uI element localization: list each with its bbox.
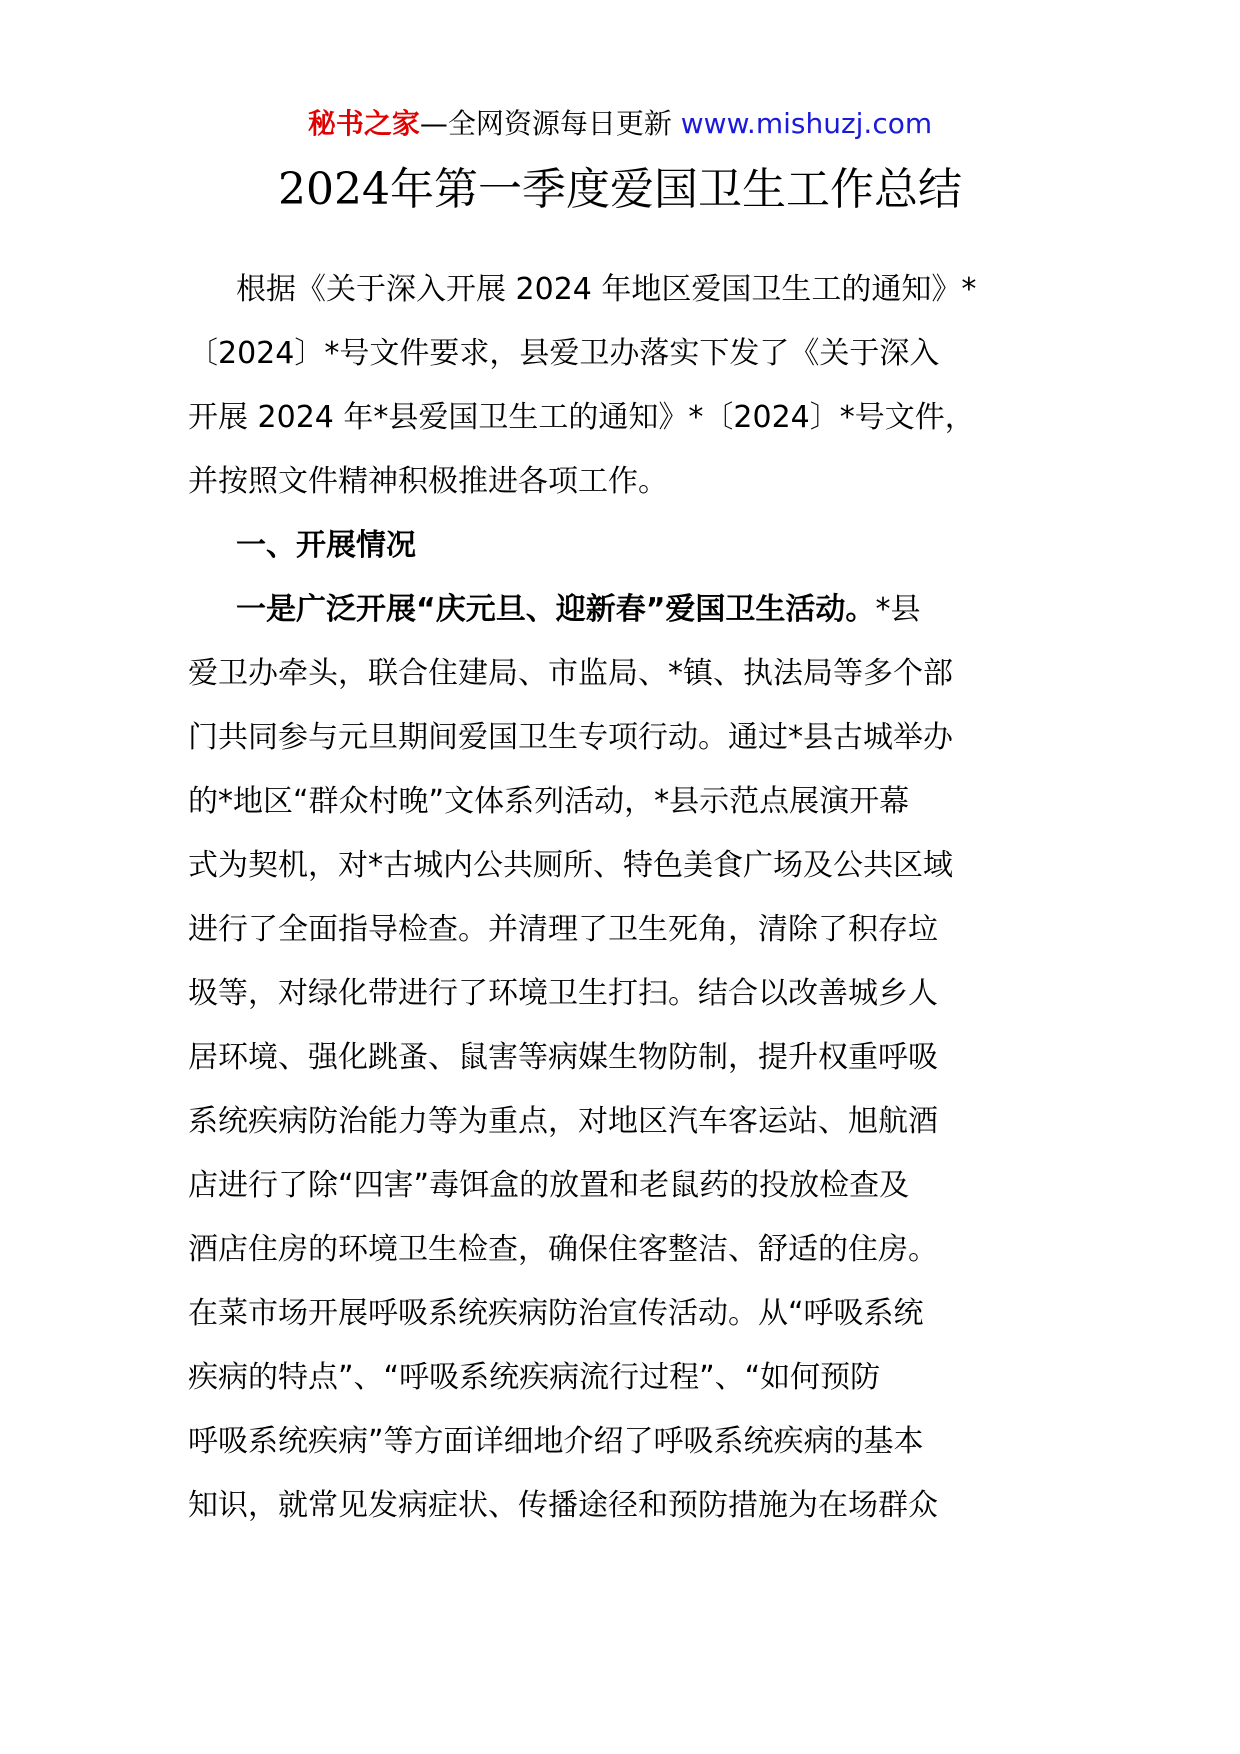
paragraph-line: 居环境、强化跳蚤、鼠害等病媒生物防制，提升权重呼吸: [188, 1040, 938, 1075]
title-year: 2024: [278, 164, 390, 215]
paragraph-line: 店进行了除“四害”毒饵盒的放置和老鼠药的投放检查及: [188, 1168, 910, 1203]
paragraph-line: 爱卫办牵头，联合住建局、市监局、*镇、执法局等多个部: [188, 656, 953, 691]
intro-line: 〔2024〕*号文件要求，县爱卫办落实下发了《关于深入: [188, 336, 940, 371]
document-body: [188, 258, 1088, 1538]
brand-tagline: —全网资源每日更新: [419, 107, 681, 140]
paragraph-line: 圾等，对绿化带进行了环境卫生打扫。结合以改善城乡人: [188, 976, 938, 1011]
point1-first-line: [188, 578, 1088, 642]
paragraph-line: 系统疾病防治能力等为重点，对地区汽车客运站、旭航酒: [188, 1104, 938, 1139]
paragraph-line: 知识，就常见发病症状、传播途径和预防措施为在场群众: [188, 1488, 938, 1523]
document-title: [0, 160, 1240, 220]
paragraph-line: 酒店住房的环境卫生检查，确保住客整洁、舒适的住房。: [188, 1232, 938, 1267]
intro-line: 开展 2024 年*县爱国卫生工的通知》*〔2024〕*号文件，: [188, 400, 975, 435]
paragraph-line: 疾病的特点”、“呼吸系统疾病流行过程”、“如何预防: [188, 1360, 881, 1395]
point1-first-tail: *县: [875, 592, 921, 627]
paragraph-line: 进行了全面指导检查。并清理了卫生死角，清除了积存垃: [188, 912, 938, 947]
title-text: 年第一季度爱国卫生工作总结: [389, 164, 962, 215]
paragraph-line: 在菜市场开展呼吸系统疾病防治宣传活动。从“呼吸系统: [188, 1296, 924, 1331]
brand-name: 秘书之家: [307, 107, 420, 140]
paragraph-line: 呼吸系统疾病”等方面详细地介绍了呼吸系统疾病的基本: [188, 1424, 924, 1459]
site-url-link[interactable]: www.mishuzj.com: [680, 107, 933, 140]
paragraph-line: 门共同参与元旦期间爱国卫生专项行动。通过*县古城举办: [188, 720, 953, 755]
intro-line: 根据《关于深入开展 2024 年地区爱国卫生工的通知》*: [236, 272, 977, 307]
paragraph-line: 的*地区“群众村晚”文体系列活动，*县示范点展演开幕: [188, 784, 910, 819]
intro-line: 并按照文件精神积极推进各项工作。: [188, 464, 668, 499]
section-heading: 一、开展情况: [236, 528, 416, 563]
point1-lead: 一是广泛开展“庆元旦、迎新春”爱国卫生活动。: [236, 592, 876, 627]
watermark-header: [0, 104, 1240, 144]
paragraph-line: 式为契机，对*古城内公共厕所、特色美食广场及公共区域: [188, 848, 953, 883]
